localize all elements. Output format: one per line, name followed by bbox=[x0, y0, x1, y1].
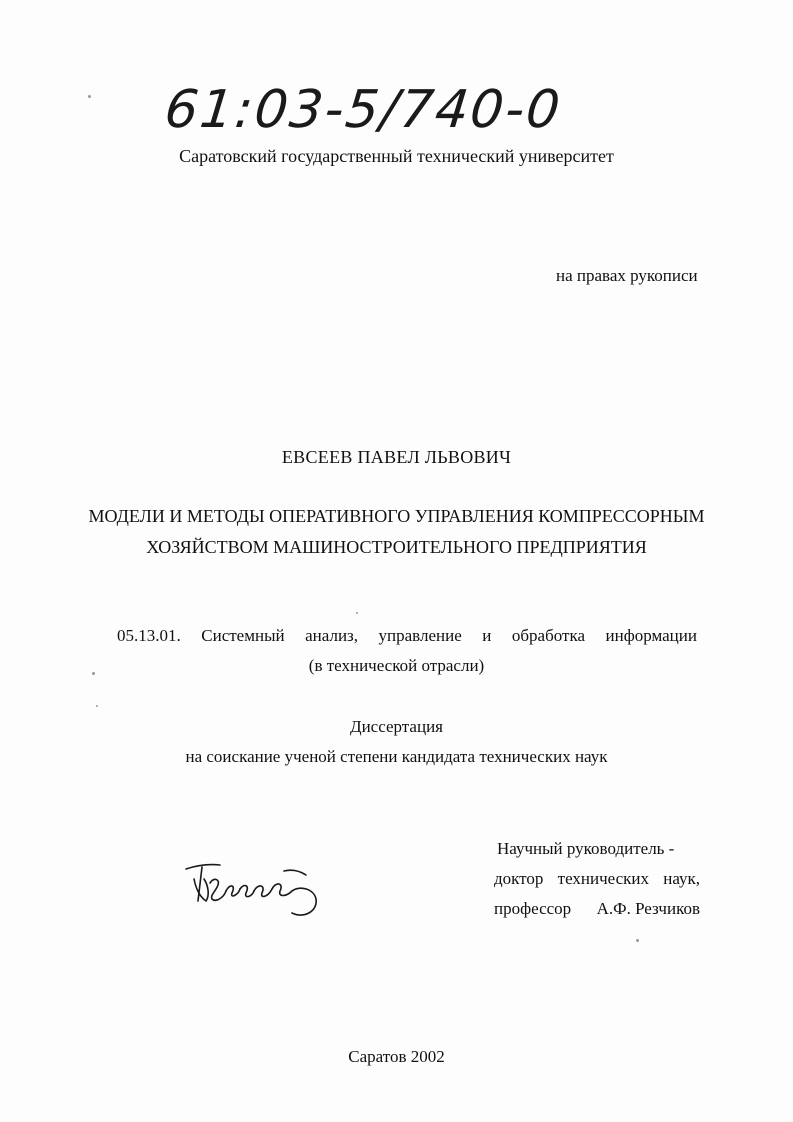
specialty-word: информации bbox=[605, 626, 697, 645]
scan-speck bbox=[92, 672, 95, 675]
specialty-code: 05.13.01. bbox=[117, 626, 181, 645]
dissertation-label: Диссертация bbox=[349, 717, 443, 736]
supervisor-rank: профессор bbox=[494, 899, 572, 918]
archive-code-handwritten bbox=[161, 68, 645, 153]
specialty-word: Системный bbox=[201, 626, 285, 645]
university-name: Саратовский государственный технический университет bbox=[179, 146, 614, 166]
degree-purpose: на соискание ученой степени кандидата технических наук bbox=[185, 747, 608, 766]
archive-code-text: 61:03-5/740-0 bbox=[161, 80, 565, 140]
specialty-word: обработка bbox=[511, 626, 585, 645]
specialty-branch: (в технической отрасли) bbox=[308, 656, 485, 675]
specialty-word: и bbox=[482, 626, 492, 645]
specialty-word: анализ, bbox=[305, 626, 359, 645]
scan-speck bbox=[356, 612, 358, 614]
author-name: ЕВСЕЕВ ПАВЕЛ ЛЬВОВИЧ bbox=[281, 447, 512, 467]
scan-speck bbox=[88, 95, 91, 98]
supervisor-label: Научный руководитель - bbox=[497, 839, 675, 858]
specialty-line bbox=[117, 625, 697, 647]
supervisor-degree bbox=[494, 868, 700, 890]
city-year: Саратов 2002 bbox=[348, 1047, 445, 1066]
scan-speck bbox=[96, 705, 98, 707]
dissertation-title-line-2: ХОЗЯЙСТВОМ МАШИНОСТРОИТЕЛЬНОГО ПРЕДПРИЯТИЯ bbox=[146, 537, 647, 557]
signature-image bbox=[180, 855, 330, 935]
handwritten-signature-icon bbox=[180, 855, 330, 935]
supervisor-name: А.Ф. Резчиков bbox=[596, 899, 700, 918]
manuscript-rights-note: на правах рукописи bbox=[556, 266, 698, 285]
supervisor-degree-text: доктор технических наук, bbox=[494, 869, 701, 888]
dissertation-title-line-1: МОДЕЛИ И МЕТОДЫ ОПЕРАТИВНОГО УПРАВЛЕНИЯ КОМПРЕССОРНЫМ bbox=[88, 506, 705, 526]
scan-speck bbox=[636, 939, 639, 942]
specialty-word: управление bbox=[378, 626, 462, 645]
supervisor-name-line bbox=[494, 898, 700, 920]
